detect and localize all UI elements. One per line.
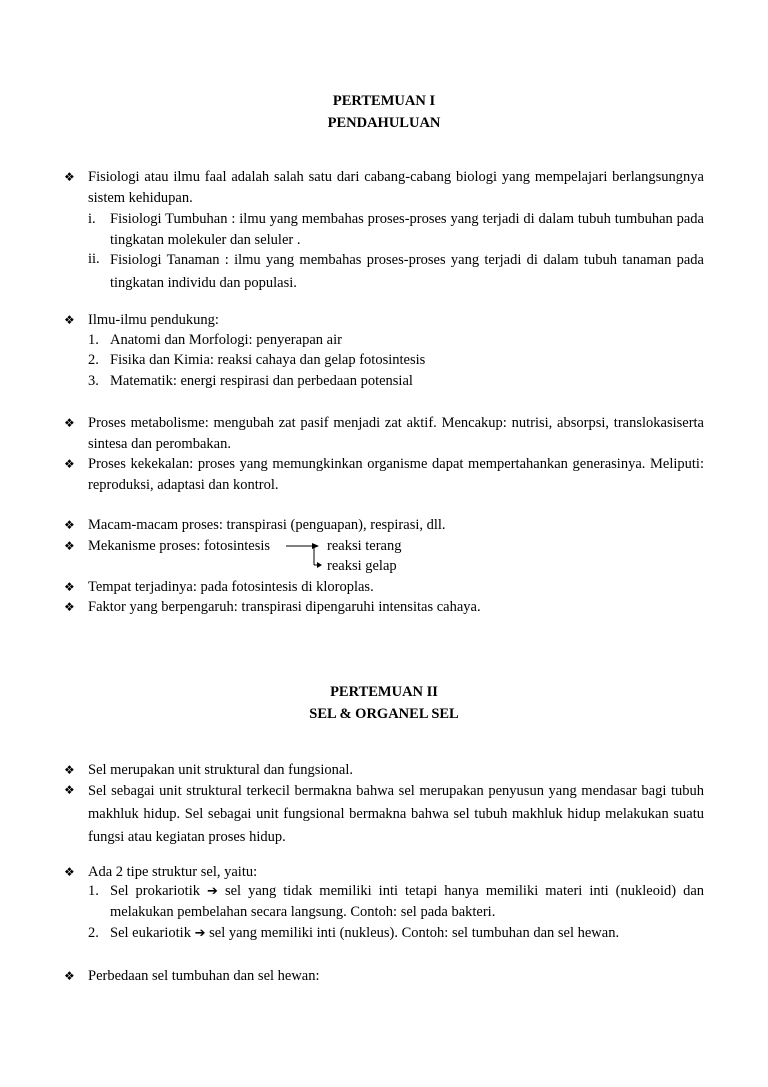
bullet-metabolisme: ❖ Proses metabolisme: mengubah zat pasif menjadi zat aktif. Mencakup: nutrisi, absorpsi, translokasiserta sintesa dan perombakan. [64,415,704,452]
bullet-sel-1: ❖ Sel merupakan unit struktural dan fungsional. [64,760,704,781]
section-subtitle-2: SEL & ORGANEL SEL [309,706,459,722]
diamond-bullet-icon: ❖ [64,763,75,777]
section-subtitle-1: PENDAHULUAN [327,115,441,131]
pendukung-item-1: 1. Anatomi dan Morfologi: penyerapan air [88,332,342,348]
reaksi-gelap: reaksi gelap [327,558,397,574]
pendukung-item-2: 2. Fisika dan Kimia: reaksi cahaya dan gelap fotosintesis [88,352,426,368]
diamond-bullet-icon: ❖ [64,170,75,184]
roman-item-1: i. Fisiologi Tumbuhan : ilmu yang membahas proses-proses yang terjadi di dalam tubuh tumbuhan pada tingkatan molekuler dan seluler . [88,211,704,248]
bullet-tipe: ❖ Ada 2 tipe struktur sel, yaitu: [64,862,704,883]
branch-arrow-icon [284,538,324,568]
bullet-perbedaan: ❖ Perbedaan sel tumbuhan dan sel hewan: [64,966,704,987]
tipe-item-1: 1. Sel prokariotik ➔ sel yang tidak memiliki inti tetapi hanya memiliki materi inti (nukleoid) dan melakukan pembelahan secara langsung. Contoh: sel pada bakteri. [88,883,705,920]
bullet-mekanisme: ❖ Mekanisme proses: fotosintesis [64,536,704,557]
bullet-intro: ❖ Fisiologi atau ilmu faal adalah salah satu dari cabang-cabang biologi yang mempelajari berlangsungnya sistem kehidupan. [64,169,704,206]
tipe-item-2: 2. Sel eukariotik ➔ sel yang memiliki inti (nukleus). Contoh: sel tumbuhan dan sel hewan. [88,925,620,941]
diamond-bullet-icon: ❖ [64,416,75,430]
bullet-tempat: ❖ Tempat terjadinya: pada fotosintesis di kloroplas. [64,577,704,598]
bullet-faktor: ❖ Faktor yang berpengaruh: transpirasi dipengaruhi intensitas cahaya. [64,597,704,618]
section-title-2: PERTEMUAN II [330,684,438,700]
right-arrow-icon: ➔ [207,884,218,899]
diamond-bullet-icon: ❖ [64,580,75,594]
bullet-kekekalan: ❖ Proses kekekalan: proses yang memungkinkan organisme dapat mempertahankan generasinya. Meliputi: reproduksi, adaptasi dan kontrol. [64,456,704,493]
diamond-bullet-icon: ❖ [64,600,75,614]
section-title-1: PERTEMUAN I [332,93,436,109]
bullet-sel-2: ❖ Sel sebagai unit struktural terkecil bermakna bahwa sel merupakan penyusun yang mendasar bagi tubuh makhluk hidup. Sel sebagai unit fungsional bermakna bahwa sel tubuh makhluk hidup melakukan suatu fungsi atau kegiatan proses hidup. [64,780,704,849]
right-arrow-icon: ➔ [194,926,206,941]
diamond-bullet-icon: ❖ [64,865,75,879]
diamond-bullet-icon: ❖ [64,539,75,553]
pendukung-item-3: 3. Matematik: energi respirasi dan perbedaan potensial [88,373,413,389]
diamond-bullet-icon: ❖ [64,783,75,797]
roman-item-2: ii. Fisiologi Tanaman : ilmu yang membahas proses-proses yang terjadi di dalam tubuh tanaman pada tingkatan individu dan populasi. [88,251,704,291]
diamond-bullet-icon: ❖ [64,457,75,471]
diamond-bullet-icon: ❖ [64,969,75,983]
diamond-bullet-icon: ❖ [64,313,75,327]
bullet-pendukung: ❖ Ilmu-ilmu pendukung: [64,310,704,331]
diamond-bullet-icon: ❖ [64,518,75,532]
reaksi-terang: reaksi terang [327,538,402,554]
bullet-macam: ❖ Macam-macam proses: transpirasi (penguapan), respirasi, dll. [64,515,704,536]
